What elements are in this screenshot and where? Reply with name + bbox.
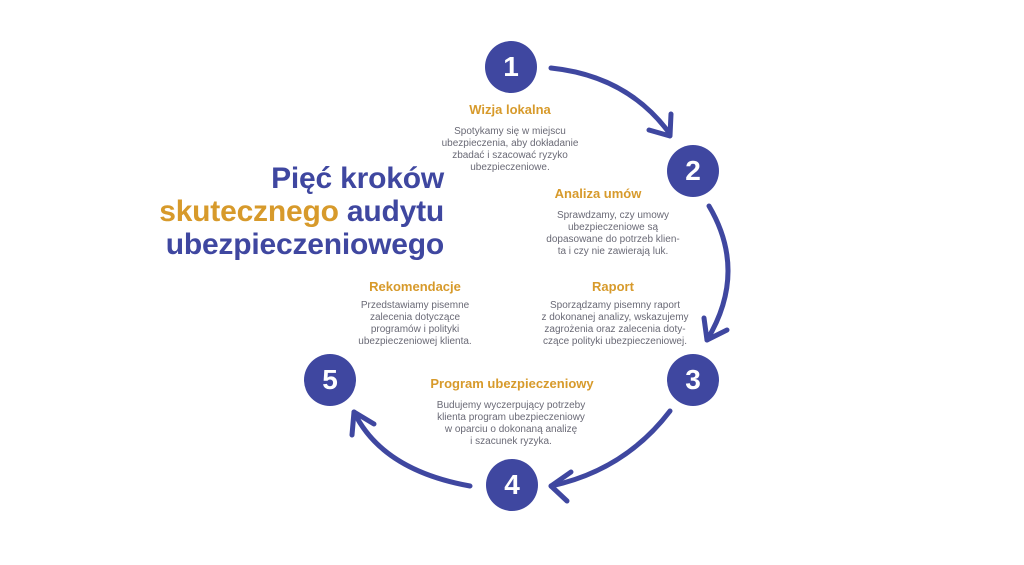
- title-accent-word: skutecznego: [159, 195, 339, 228]
- step-5-circle: 5: [304, 354, 356, 406]
- arrow-3-to-4-head: [551, 472, 571, 501]
- step-2-circle: 2: [667, 145, 719, 197]
- diagram-title: [159, 162, 444, 261]
- step-3-text: Sporządzamy pisemny raport z dokonanej analizy, wskazujemy zagrożenia oraz zalecenia doty- czące polityki ubezpieczeniowej.: [541, 300, 689, 347]
- step-2-title: Analiza umów: [554, 186, 642, 201]
- step-1-circle: 1: [485, 41, 537, 93]
- step-5-title: Rekomendacje: [369, 279, 461, 294]
- title-line-2-rest: audytu: [346, 195, 444, 228]
- step-1-text: Spotykamy się w miejscu ubezpieczenia, aby dokładanie zbadać i szacować ryzyko ubezpieczeniowe.: [441, 126, 579, 173]
- step-4-text: Budujemy wyczerpujący potrzeby klienta program ubezpieczeniowy w oparciu o dokonaną analizę i szacunek ryzyka.: [436, 400, 586, 447]
- step-3-circle: 3: [667, 354, 719, 406]
- step-4-circle: 4: [486, 459, 538, 511]
- step-2-text: Sprawdzamy, czy umowy ubezpieczeniowe są dopasowane do potrzeb klien- ta i czy nie zawierają luk.: [546, 210, 680, 257]
- title-line-3: ubezpieczeniowego: [165, 228, 444, 261]
- step-3-title: Raport: [592, 279, 634, 294]
- step-4-title: Program ubezpieczeniowy: [430, 376, 594, 391]
- step-5-text: Przedstawiamy pisemne zalecenia dotyczące programów i polityki ubezpieczeniowej klienta.: [358, 300, 472, 347]
- arrow-1-to-2: [551, 68, 670, 134]
- arrow-2-to-3: [707, 206, 728, 340]
- step-1-title: Wizja lokalna: [469, 102, 551, 117]
- title-line-1: Pięć kroków: [271, 162, 444, 195]
- title-line-2: [159, 195, 444, 228]
